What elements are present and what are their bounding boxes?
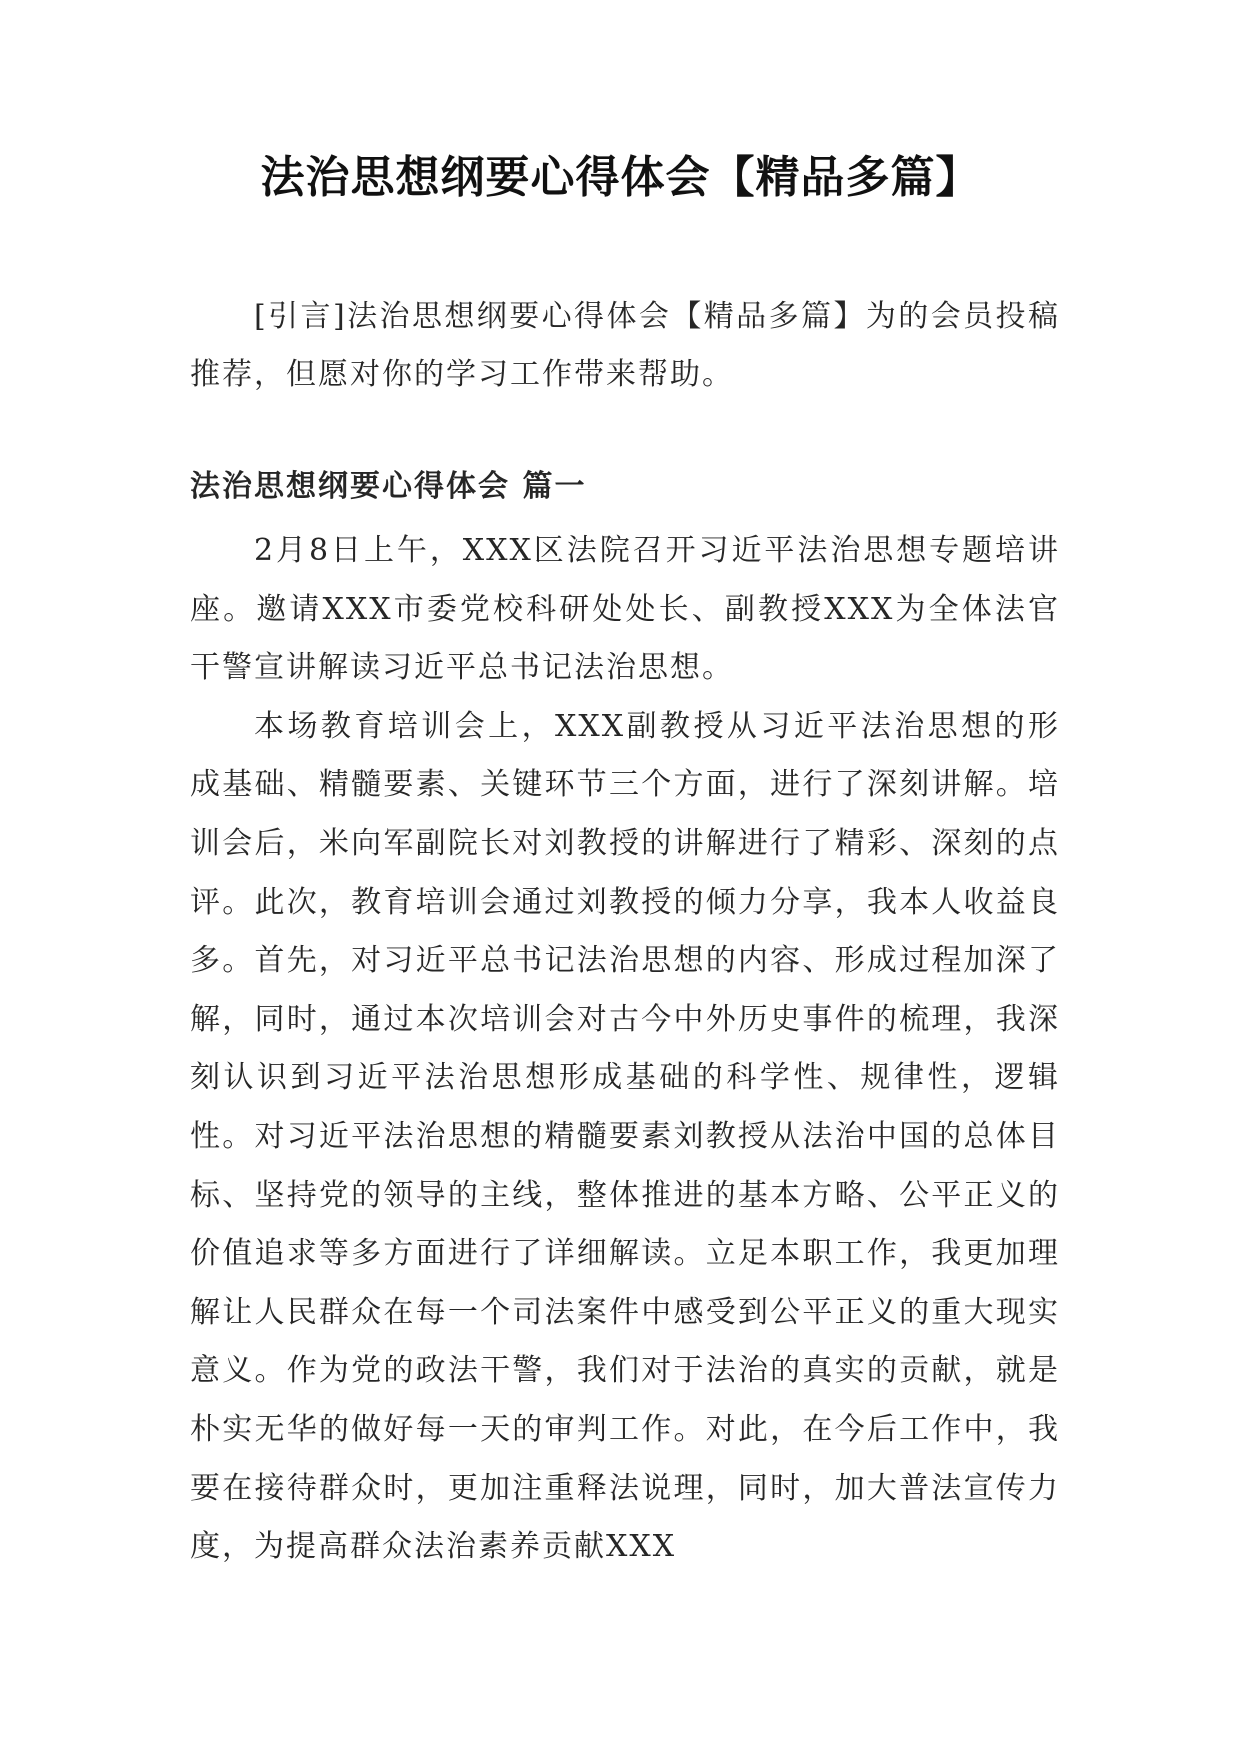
body-paragraph-1: 2月8日上午，XXX区法院召开习近平法治思想专题培讲座。邀请XXX市委党校科研处处长、副教授XXX为全体法官干警宣讲解读习近平总书记法治思想。 [190,533,1060,686]
body-paragraph-2: 本场教育培训会上，XXX副教授从习近平法治思想的形成基础、精髓要素、关键环节三个方面，进行了深刻讲解。培训会后，米向军副院长对刘教授的讲解进行了精彩、深刻的点评。此次，教育培训会通过刘教授的倾力分享，我本人收益良多。首先，对习近平总书记法治思想的内容、形成过程加深了解，同时，通过本次培训会对古今中外历史事件的梳理，我深刻认识到习近平法治思想形成基础的科学性、规律性，逻辑性。对习近平法治思想的精髓要素刘教授从法治中国的总体目标、坚持党的领导的主线，整体推进的基本方略、公平正义的价值追求等多方面进行了详细解读。立足本职工作，我更加理解让人民群众在每一个司法案件中感受到公平正义的重大现实意义。作为党的政法干警，我们对于法治的真实的贡献，就是朴实无华的做好每一天的审判工作。对此，在今后工作中，我要在接待群众时，更加注重释法说理，同时，加大普法宣传力度，为提高群众法治素养贡献XXX [190,708,1060,1565]
section-heading: 法治思想纲要心得体会 篇一 [190,469,587,504]
document-title: 法治思想纲要心得体会【精品多篇】 [260,152,981,203]
body-text [190,522,1060,1577]
intro-block [190,288,1060,404]
intro-paragraph: [引言]法治思想纲要心得体会【精品多篇】为的会员投稿推荐，但愿对你的学习工作带来帮助。 [190,299,1060,392]
